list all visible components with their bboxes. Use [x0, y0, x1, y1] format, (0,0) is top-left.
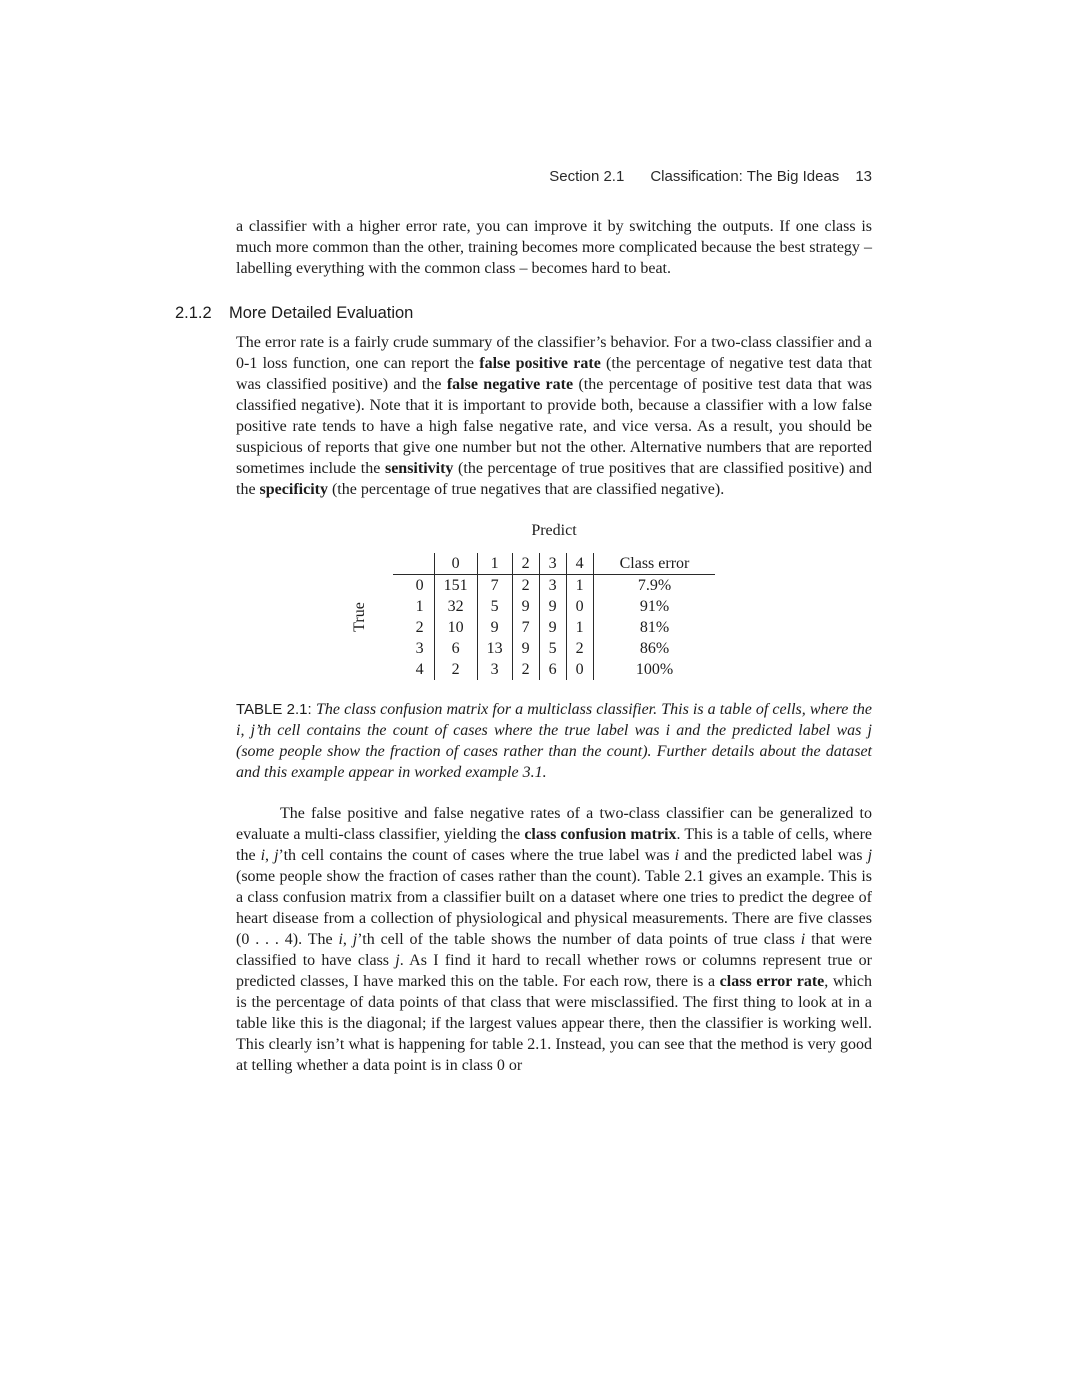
column-header: 3	[539, 553, 566, 575]
running-header	[175, 168, 872, 185]
matrix-cell: 9	[539, 596, 566, 617]
row-label: 4	[415, 660, 424, 678]
class-error-cell: 91%	[593, 596, 715, 617]
table-row	[393, 659, 716, 680]
row-label: 3	[415, 639, 424, 657]
matrix-cell: 2	[566, 638, 593, 659]
column-header-class-error: Class error	[593, 553, 715, 575]
table-row	[393, 638, 716, 659]
table-row	[393, 617, 716, 638]
matrix-cell: 3	[477, 659, 512, 680]
row-label: 1	[415, 597, 424, 615]
class-error-cell: 86%	[593, 638, 715, 659]
class-error-cell: 81%	[593, 617, 715, 638]
predict-axis-label: Predict	[531, 522, 577, 539]
header-page-number: 13	[855, 168, 872, 185]
section-title: More Detailed Evaluation	[229, 304, 414, 322]
corner-cell	[393, 553, 435, 575]
row-label: 0	[415, 576, 424, 594]
confusion-matrix-block	[236, 522, 872, 680]
class-error-cell: 100%	[593, 659, 715, 680]
matrix-cell: 1	[566, 617, 593, 638]
matrix-cell: 0	[566, 596, 593, 617]
matrix-cell: 151	[434, 575, 477, 597]
intro-paragraph: a classifier with a higher error rate, you can improve it by switching the outputs. If one class is much more common than the other, training becomes more complicated because the best strategy – labelling everything with the common class – becomes hard to beat.	[236, 218, 872, 277]
header-chapter-title: Classification: The Big Ideas	[650, 168, 840, 185]
body-paragraph: The false positive and false negative rates of a two-class classifier can be generalized to evaluate a multi-class classifier, yielding the class confusion matrix. This is a table of cells, where the i, j’th cell contains the count of cases where the true label was i and the predicted label was j (some people show the fraction of cases rather than the count). Table 2.1 gives an example. This is a class confusion matrix from a classifier built on a dataset where one tries to predict the degree of heart disease from a collection of physiological and physical measurements. There are five classes (0 . . . 4). The i, j’th cell of the table shows the number of data points of true class i that were classified to have class j. As I find it hard to recall whether rows or columns represent true or predicted classes, I have marked this on the table. For each row, there is a class error rate, which is the percentage of data points of that class that were misclassified. The first thing to look at in a table like this is the diagonal; if the largest values appear there, then the classifier is working well. This clearly isn’t what is happening for table 2.1. Instead, you can see that the method is very good at telling whether a data point is in class 0 or	[236, 805, 873, 1074]
table-header-row	[393, 553, 716, 575]
matrix-cell: 10	[434, 617, 477, 638]
evaluation-paragraph: The error rate is a fairly crude summary of the classifier’s behavior. For a two-class classifier and a 0-1 loss function, one can report the false positive rate (the percentage of negative test data that was classified positive) and the false negative rate (the percentage of positive test data that was classified negative). Note that it is important to provide both, because a classifier with a low false positive rate tends to have a high false negative rate, and vice versa. As a result, you should be suspicious of reports that give one number but not the other. Alternative numbers that are reported sometimes include the sensitivity (the percentage of true positives that are classified positive) and the specificity (the percentage of true negatives that are classified negative).	[236, 334, 872, 498]
matrix-cell: 1	[566, 575, 593, 597]
confusion-matrix-table	[393, 553, 716, 680]
true-axis-label: True	[350, 601, 368, 632]
column-header: 4	[566, 553, 593, 575]
matrix-cell: 9	[512, 596, 539, 617]
matrix-cell: 2	[512, 575, 539, 597]
section-number: 2.1.2	[175, 304, 212, 322]
matrix-cell: 0	[566, 659, 593, 680]
matrix-cell: 32	[434, 596, 477, 617]
matrix-cell: 2	[434, 659, 477, 680]
section-heading	[175, 304, 872, 323]
matrix-cell: 5	[477, 596, 512, 617]
row-label: 2	[415, 618, 424, 636]
matrix-cell: 2	[512, 659, 539, 680]
table-caption: TABLE 2.1: The class confusion matrix for a multiclass classifier. This is a table of cells, where the i, j’th cell contains the count of cases where the true label was i and the predicted label was j (some people show the fraction of cases rather than the count). Further details about the dataset and this example appear in worked example 3.1.	[236, 701, 872, 781]
column-header: 1	[477, 553, 512, 575]
matrix-cell: 9	[512, 638, 539, 659]
matrix-cell: 3	[539, 575, 566, 597]
matrix-cell: 6	[539, 659, 566, 680]
header-section-label: Section 2.1	[549, 168, 625, 185]
class-error-cell: 7.9%	[593, 575, 715, 597]
matrix-cell: 5	[539, 638, 566, 659]
matrix-cell: 9	[477, 617, 512, 638]
matrix-cell: 6	[434, 638, 477, 659]
matrix-cell: 13	[477, 638, 512, 659]
table-row	[393, 596, 716, 617]
table-wrapper	[350, 553, 716, 680]
matrix-cell: 7	[477, 575, 512, 597]
matrix-cell: 7	[512, 617, 539, 638]
column-header: 0	[434, 553, 477, 575]
table-row	[393, 575, 716, 597]
column-header: 2	[512, 553, 539, 575]
matrix-cell: 9	[539, 617, 566, 638]
page-content	[175, 168, 872, 1076]
